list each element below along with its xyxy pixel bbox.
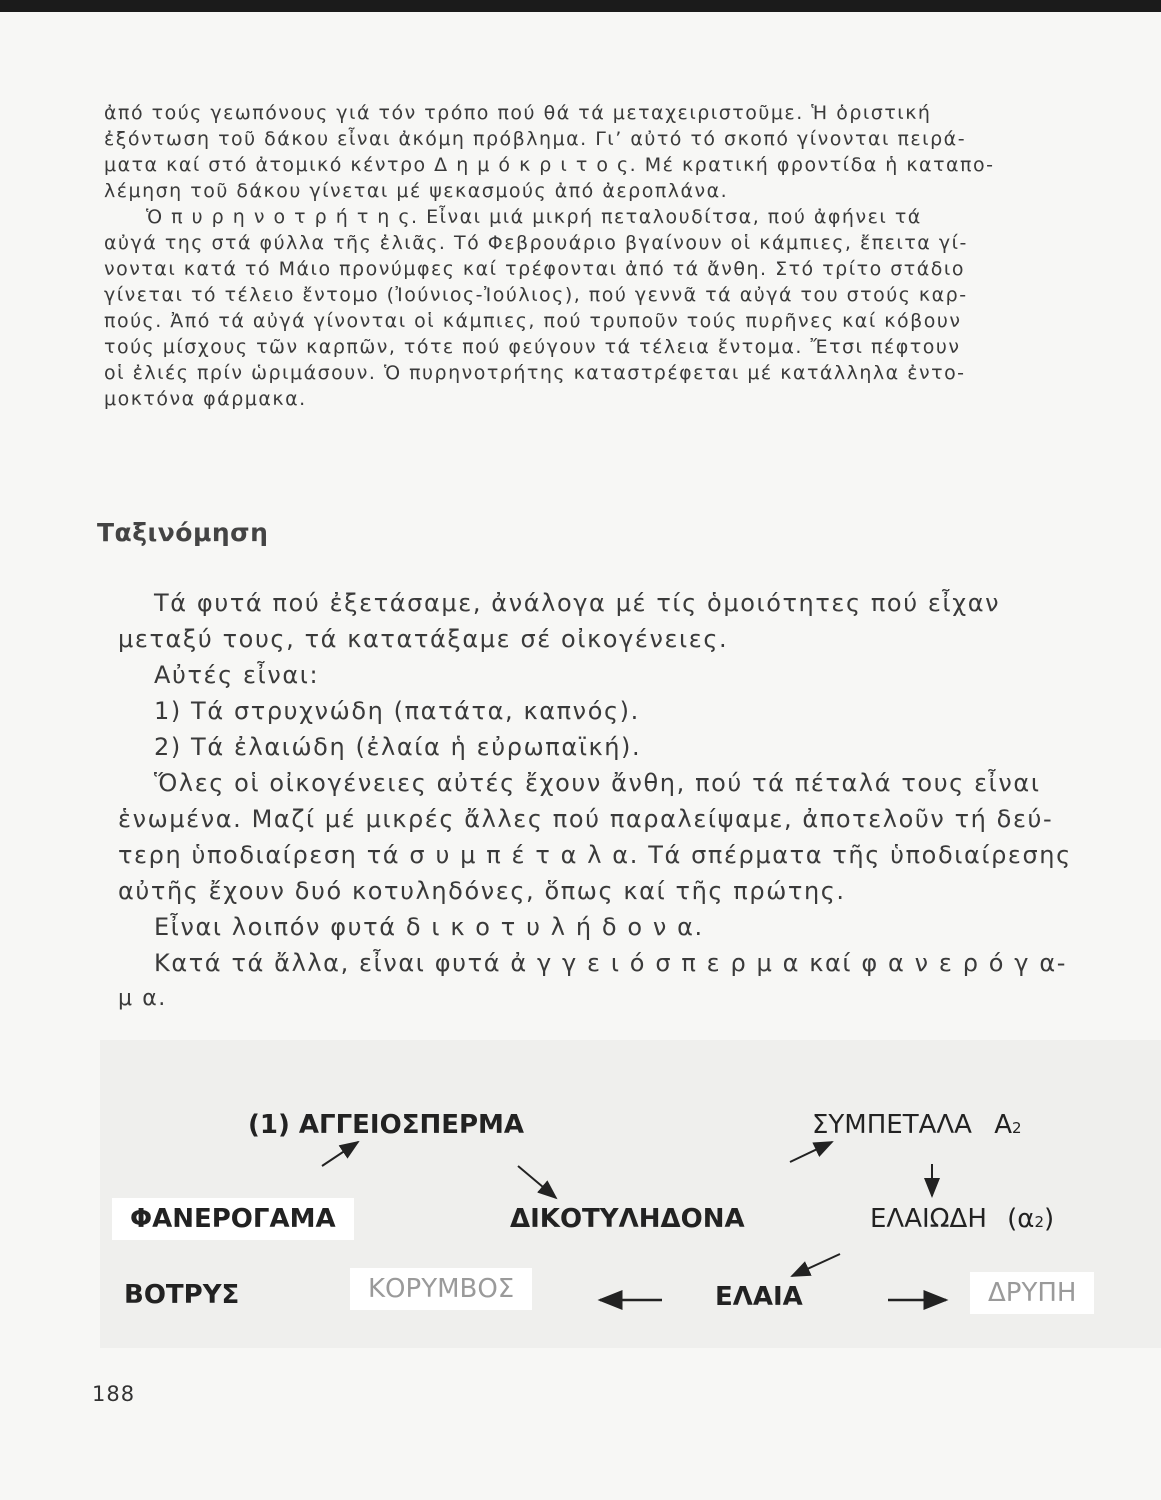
scan-top-edge <box>0 0 1161 12</box>
text-line: Ὅλες οἱ οἰκογένειες αὐτές ἔχουν ἄνθη, πού τά πέταλά τους εἶναι <box>154 769 1041 797</box>
text-line: ἐξόντωση τοῦ δάκου εἶναι ἀκόμη πρόβλημα. Γι’ αὐτό τό σκοπό γίνονται πειρά- <box>104 128 967 150</box>
text-line: Τά φυτά πού ἐξετάσαμε, ἀνάλογα μέ τίς ὁμοιότητες πού εἶχαν <box>154 589 1001 617</box>
classification-diagram <box>100 1040 1161 1348</box>
text-line: Ὁ π υ ρ η ν ο τ ρ ή τ η ς. Εἶναι μιά μικρή πεταλουδίτσα, πού ἀφήνει τά <box>146 206 922 228</box>
code-letter: A <box>994 1110 1013 1140</box>
code-subscript: 2 <box>1012 1119 1022 1137</box>
text-line: Αὐτές εἶναι: <box>154 661 320 689</box>
text-line: Εἶναι λοιπόν φυτά δ ι κ ο τ υ λ ή δ ο ν α. <box>154 913 704 941</box>
text-line: πούς. Ἀπό τά αὐγά γίνονται οἱ κάμπιες, πού τρυποῦν τούς πυρῆνες καί κόβουν <box>104 310 962 332</box>
node-faneroga: ΦΑΝΕΡΟΓΑΜΑ <box>112 1198 354 1240</box>
text-line: τούς μίσχους τῶν καρπῶν, τότε πού φεύγουν τά τέλεια ἔντομα. Ἔτσι πέφτουν <box>104 336 961 358</box>
text-line: μοκτόνα φάρμακα. <box>104 388 307 410</box>
text-line: μεταξύ τους, τά κατατάξαμε σέ οἰκογένειες. <box>118 625 729 653</box>
node-elaiodi-label: ΕΛΑΙΩΔΗ <box>870 1204 987 1234</box>
text-line: αὐτῆς ἔχουν δυό κοτυληδόνες, ὅπως καί τῆς πρώτης. <box>118 877 846 905</box>
node-aggeiosperma: (1) ΑΓΓΕΙΟΣΠΕΡΜΑ <box>248 1110 525 1140</box>
text-line: γίνεται τό τέλειο ἔντομο (Ἰούνιος-Ἰούλιος), πού γεννᾶ τά αὐγά του στούς καρ- <box>104 284 968 306</box>
text-line: λέμηση τοῦ δάκου γίνεται μέ ψεκασμούς ἀπό ἀεροπλάνα. <box>104 180 729 202</box>
text-line: ἀπό τούς γεωπόνους γιά τόν τρόπο πού θά τά μεταχειριστοῦμε. Ἡ ὁριστική <box>104 102 932 124</box>
text-line: μ α. <box>118 986 167 1011</box>
text-line: ἑνωμένα. Μαζί μέ μικρές ἄλλες πού παραλείψαμε, ἀποτελοῦν τή δεύ- <box>118 805 1054 833</box>
paragraph-olive-pests <box>104 100 1084 412</box>
text-line: τερη ὑποδιαίρεση τά σ υ μ π έ τ α λ α. Τά σπέρματα τῆς ὑποδιαίρεσης <box>118 841 1072 869</box>
node-dikotylidona: ΔΙΚΟΤΥΛΗΔΟΝΑ <box>510 1204 745 1234</box>
text-line: νονται κατά τό Μάιο προνύμφες καί τρέφονται ἀπό τά ἄνθη. Στό τρίτο στάδιο <box>104 258 965 280</box>
node-sympetala-label: ΣΥΜΠΕΤΑΛΑ <box>812 1110 972 1140</box>
node-sympetala <box>812 1110 1022 1140</box>
node-elaia: ΕΛΑΙΑ <box>715 1282 803 1312</box>
section-heading: Ταξινόμηση <box>97 518 269 547</box>
node-elaiodi <box>870 1204 1054 1234</box>
page-number: 188 <box>92 1382 136 1406</box>
node-sympetala-code <box>994 1110 1021 1140</box>
text-line: οἱ ἐλιές πρίν ὡριμάσουν. Ὁ πυρηνοτρήτης καταστρέφεται μέ κατάλληλα ἐντο- <box>104 362 966 384</box>
node-elaiodi-code: (α2) <box>1007 1204 1055 1234</box>
node-botrys: ΒΟΤΡΥΣ <box>124 1280 240 1310</box>
text-line: Κατά τά ἄλλα, εἶναι φυτά ἀ γ γ ε ι ό σ π ε ρ μ α καί φ α ν ε ρ ό γ α- <box>154 949 1068 977</box>
node-korymbos: ΚΟΡΥΜΒΟΣ <box>350 1268 532 1310</box>
text-line: 1) Τά στρυχνώδη (πατάτα, καπνός). <box>154 697 640 725</box>
node-drypi: ΔΡΥΠΗ <box>970 1272 1094 1314</box>
text-line: ματα καί στό ἀτομικό κέντρο Δ η μ ό κ ρ ι τ ο ς. Μέ κρατική φροντίδα ἡ καταπο- <box>104 154 995 176</box>
text-line: 2) Τά ἐλαιώδη (ἐλαία ἡ εὐρωπαϊκή). <box>154 733 642 761</box>
paragraph-classification <box>118 585 1078 1017</box>
text-line: αὐγά της στά φύλλα τῆς ἐλιᾶς. Τό Φεβρουάριο βγαίνουν οἱ κάμπιες, ἔπειτα γί- <box>104 232 968 254</box>
